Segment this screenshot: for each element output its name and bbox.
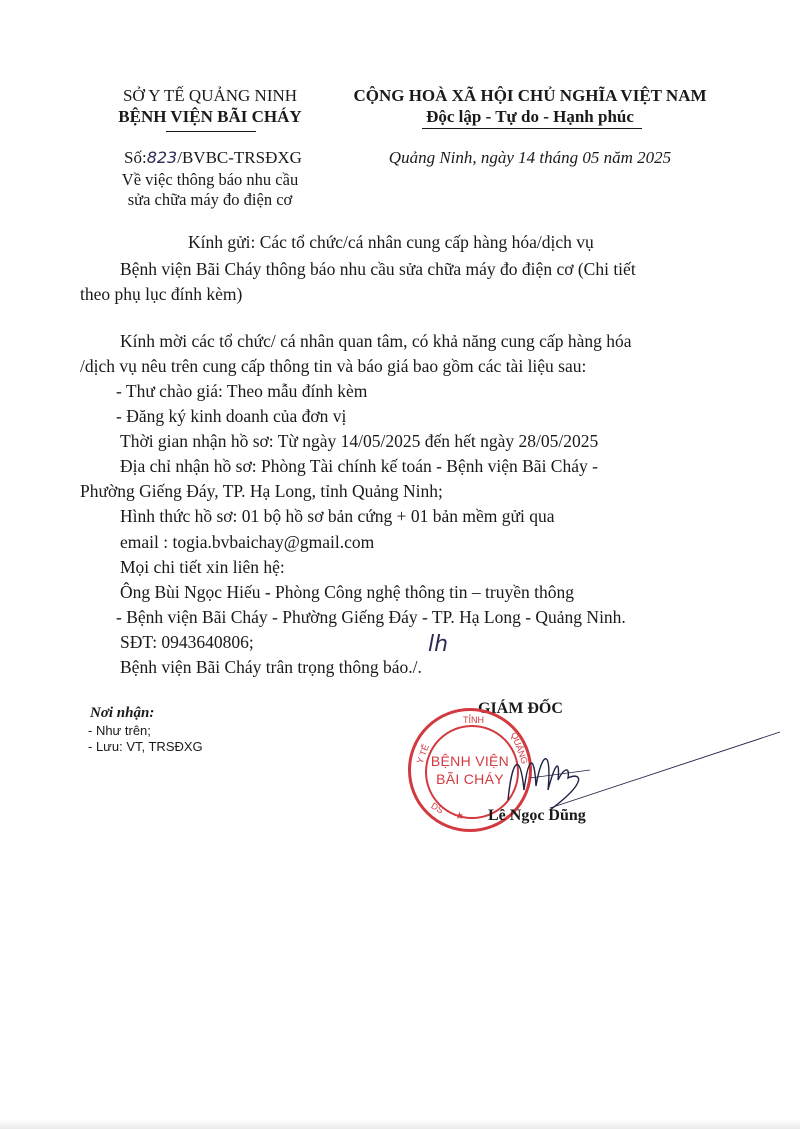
paragraph-1-line-2: theo phụ lục đính kèm) [80, 284, 243, 304]
paragraph-2-line-2: /dịch vụ nêu trên cung cấp thông tin và báo giá bao gồm các tài liệu sau: [80, 356, 587, 376]
contact-line-1: Ông Bùi Ngọc Hiếu - Phòng Công nghệ thông tin – truyền thông [120, 582, 575, 602]
stamp-star-icon: ★ [455, 811, 464, 822]
org-underline [166, 131, 256, 132]
doc-number-prefix: Số: [124, 148, 147, 167]
signer-title: GIÁM ĐỐC [478, 700, 563, 717]
motto-underline [422, 128, 642, 129]
nation-motto: Độc lập - Tự do - Hạnh phúc [426, 107, 634, 126]
deadline-line: Thời gian nhận hồ sơ: Từ ngày 14/05/2025 đến hết ngày 28/05/2025 [120, 431, 599, 451]
place-date: Quảng Ninh, ngày 14 tháng 05 năm 2025 [388, 148, 672, 167]
address-line-2: Phường Giếng Đáy, TP. Hạ Long, tỉnh Quảng Ninh; [80, 481, 443, 501]
contact-intro: Mọi chi tiết xin liên hệ: [120, 557, 285, 577]
stamp-arc-left: Y TẾ [414, 743, 431, 765]
stamp-arc-top: TỈNH [463, 715, 484, 725]
paragraph-2-line-1: Kính mời các tổ chức/ cá nhân quan tâm, có khả năng cung cấp hàng hóa [120, 331, 632, 351]
initials-mark: lh [428, 632, 449, 657]
org-parent: SỞ Y TẾ QUẢNG NINH [122, 86, 298, 105]
subject-line-2: sửa chữa máy đo điện cơ [127, 190, 293, 209]
signer-name: Lê Ngọc Dũng [488, 807, 586, 824]
bullet-item-1: - Thư chào giá: Theo mẫu đính kèm [116, 381, 368, 401]
address-line-1: Địa chỉ nhận hồ sơ: Phòng Tài chính kế toán - Bệnh viện Bãi Cháy - [120, 456, 598, 476]
recipient-line: Kính gửi: Các tổ chức/cá nhân cung cấp hàng hóa/dịch vụ [188, 232, 594, 252]
org-name: BỆNH VIỆN BÃI CHÁY [118, 107, 302, 126]
phone-line: SĐT: 0943640806; [120, 632, 254, 652]
paragraph-1-line-1: Bệnh viện Bãi Cháy thông báo nhu cầu sửa chữa máy đo điện cơ (Chi tiết [120, 259, 636, 279]
recipients-title: Nơi nhận: [90, 705, 155, 721]
doc-number [124, 148, 302, 168]
stamp-arc-bottom: DS [429, 800, 446, 816]
scan-edge-shadow [0, 1119, 800, 1129]
contact-line-2: - Bệnh viện Bãi Cháy - Phường Giếng Đáy - TP. Hạ Long - Quảng Ninh. [116, 607, 626, 627]
stamp-text-2: BÃI CHÁY [436, 771, 504, 787]
stamp-arc-right: QUẢNG [509, 730, 530, 766]
recipient-item-2: - Lưu: VT, TRSĐXG [88, 739, 203, 754]
stamp-text-1: BỆNH VIỆN [430, 753, 510, 769]
recipient-item-1: - Như trên; [88, 723, 151, 738]
doc-number-suffix: /BVBC-TRSĐXG [177, 148, 302, 167]
email-line: email : togia.bvbaichay@gmail.com [120, 532, 375, 552]
doc-number-handwritten: 823 [146, 148, 178, 167]
bullet-item-2: - Đăng ký kinh doanh của đơn vị [116, 406, 347, 426]
nation-title: CỘNG HOÀ XÃ HỘI CHỦ NGHĨA VIỆT NAM [353, 86, 707, 105]
closing-line: Bệnh viện Bãi Cháy trân trọng thông báo./. [120, 657, 422, 677]
subject-line-1: Về việc thông báo nhu cầu [121, 170, 299, 189]
format-line: Hình thức hồ sơ: 01 bộ hồ sơ bản cứng + 01 bản mềm gửi qua [120, 506, 555, 526]
